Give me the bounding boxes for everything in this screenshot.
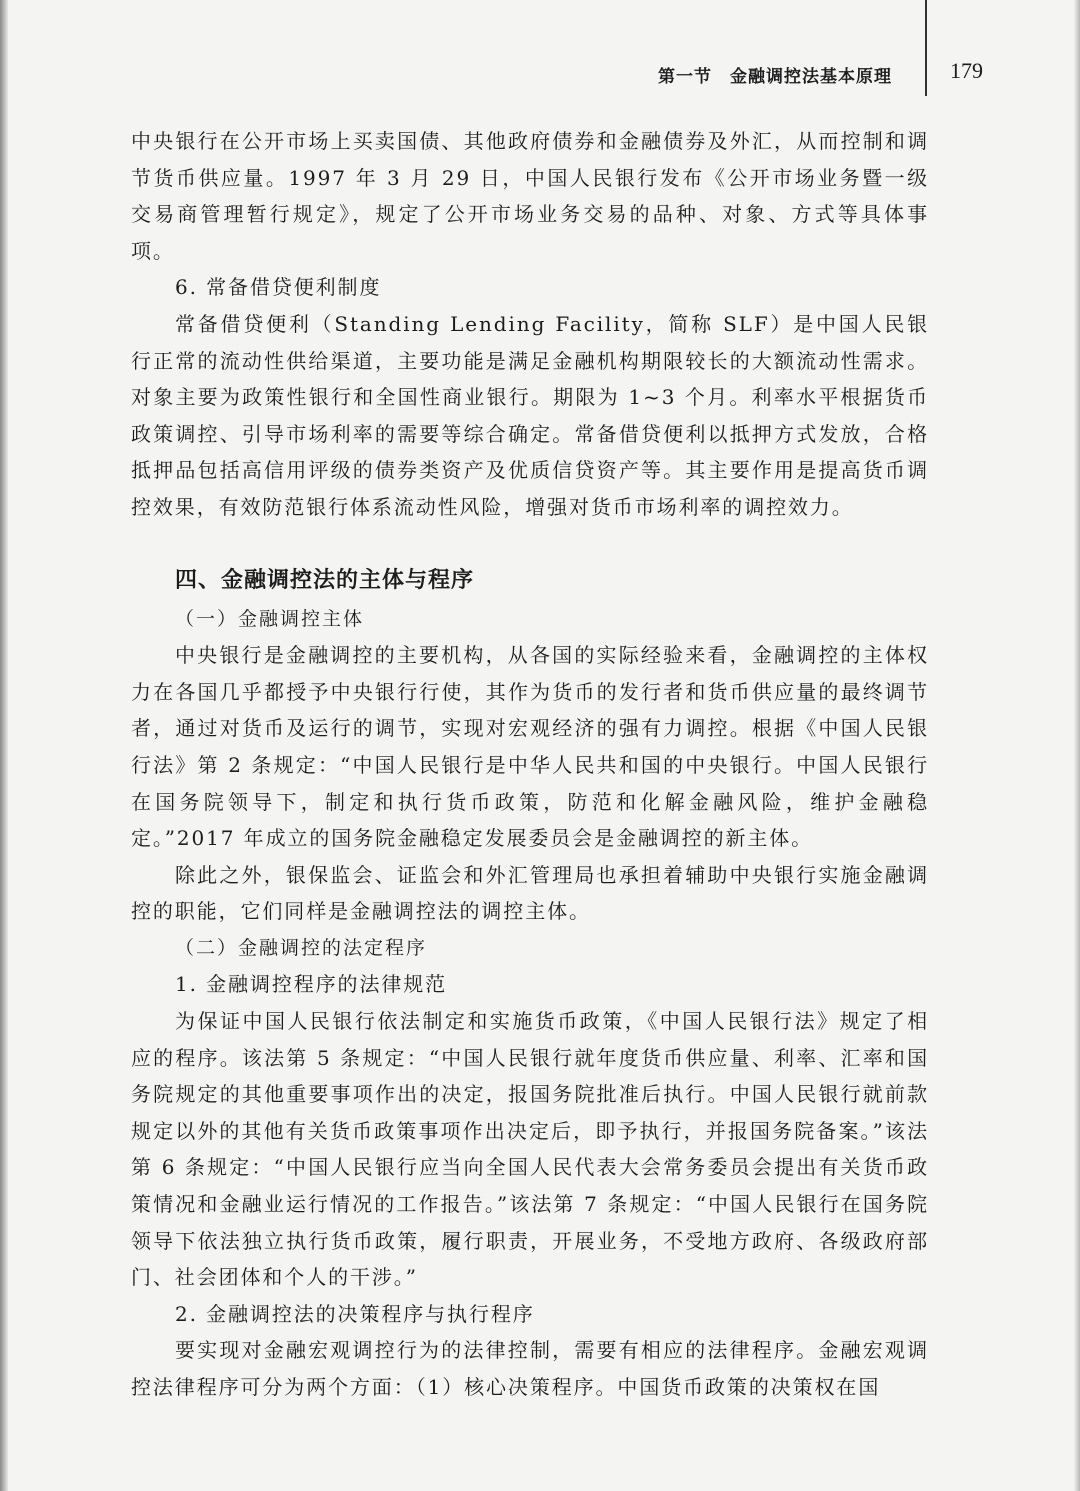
section-heading: 四、金融调控法的主体与程序 (175, 567, 475, 593)
header-rule (925, 0, 927, 96)
paragraph: 中央银行是金融调控的主要机构，从各国的实际经验来看，金融调控的主体权力在各国几乎都授予中央银行行使，其作为货币的发行者和货币供应量的最终调节者，通过对货币及运行的调节，实现对宏观经济的强有力调控。根据《中国人民银行法》第 2 条规定：“中国人民银行是中华人民共和国的中央银行。中国人民银行在国务院领导下，制定和执行货币政策，防范和化解金融风险，维护金融稳定。”2017 年成立的国务院金融稳定发展委员会是金融调控的新主体。 (131, 643, 929, 851)
subheading: 6. 常备借贷便利制度 (175, 275, 382, 300)
subsection-heading: （一）金融调控主体 (175, 607, 365, 630)
page-edge-shadow (1074, 0, 1080, 1491)
paragraph: 除此之外，银保监会、证监会和外汇管理局也承担着辅助中央银行实施金融调控的职能，它们同样是金融调控法的调控主体。 (131, 862, 929, 924)
paragraph: 为保证中国人民银行依法制定和实施货币政策，《中国人民银行法》规定了相应的程序。该法第 5 条规定：“中国人民银行就年度货币供应量、利率、汇率和国务院规定的其他重要事项作出的决定，报国务院批准后执行。中国人民银行就前款规定以外的其他有关货币政策事项作出决定后，即予执行，并报国务院备案。”该法第 6 条规定：“中国人民银行应当向全国人民代表大会常务委员会提出有关货币政策情况和金融业运行情况的工作报告。”该法第 7 条规定：“中国人民银行在国务院领导下依法独立执行货币政策，履行职责，开展业务，不受地方政府、各级政府部门、社会团体和个人的干涉。” (131, 1009, 929, 1290)
paragraph: 中央银行在公开市场上买卖国债、其他政府债券和金融债券及外汇，从而控制和调节货币供应量。1997 年 3 月 29 日，中国人民银行发布《公开市场业务暨一级交易商管理暂行规定》，规定了公开市场业务交易的品种、对象、方式等具体事项。 (131, 129, 929, 263)
paragraph: 常备借贷便利（Standing Lending Facility，简称 SLF）是中国人民银行正常的流动性供给渠道，主要功能是满足金融机构期限较长的大额流动性需求。对象主要为政策性银行和全国性商业银行。期限为 1~3 个月。利率水平根据货币政策调控、引导市场利率的需要等综合确定。常备借贷便利以抵押方式发放，合格抵押品包括高信用评级的债券类资产及优质信贷资产等。其主要作用是提高货币调控效果，有效防范银行体系流动性风险，增强对货币市场利率的调控效力。 (131, 311, 929, 519)
running-head: 第一节 金融调控法基本原理 (658, 67, 892, 87)
subheading: 1. 金融调控程序的法律规范 (175, 972, 448, 997)
page-edge-shadow (0, 0, 8, 1491)
subheading: 2. 金融调控法的决策程序与执行程序 (175, 1301, 535, 1326)
subsection-heading: （二）金融调控的法定程序 (175, 936, 428, 959)
paragraph: 要实现对金融宏观调控行为的法律控制，需要有相应的法律程序。金融宏观调控法律程序可分为两个方面：（1）核心决策程序。中国货币政策的决策权在国 (131, 1338, 929, 1399)
page-body (131, 123, 929, 1406)
page-number: 179 (950, 58, 983, 83)
